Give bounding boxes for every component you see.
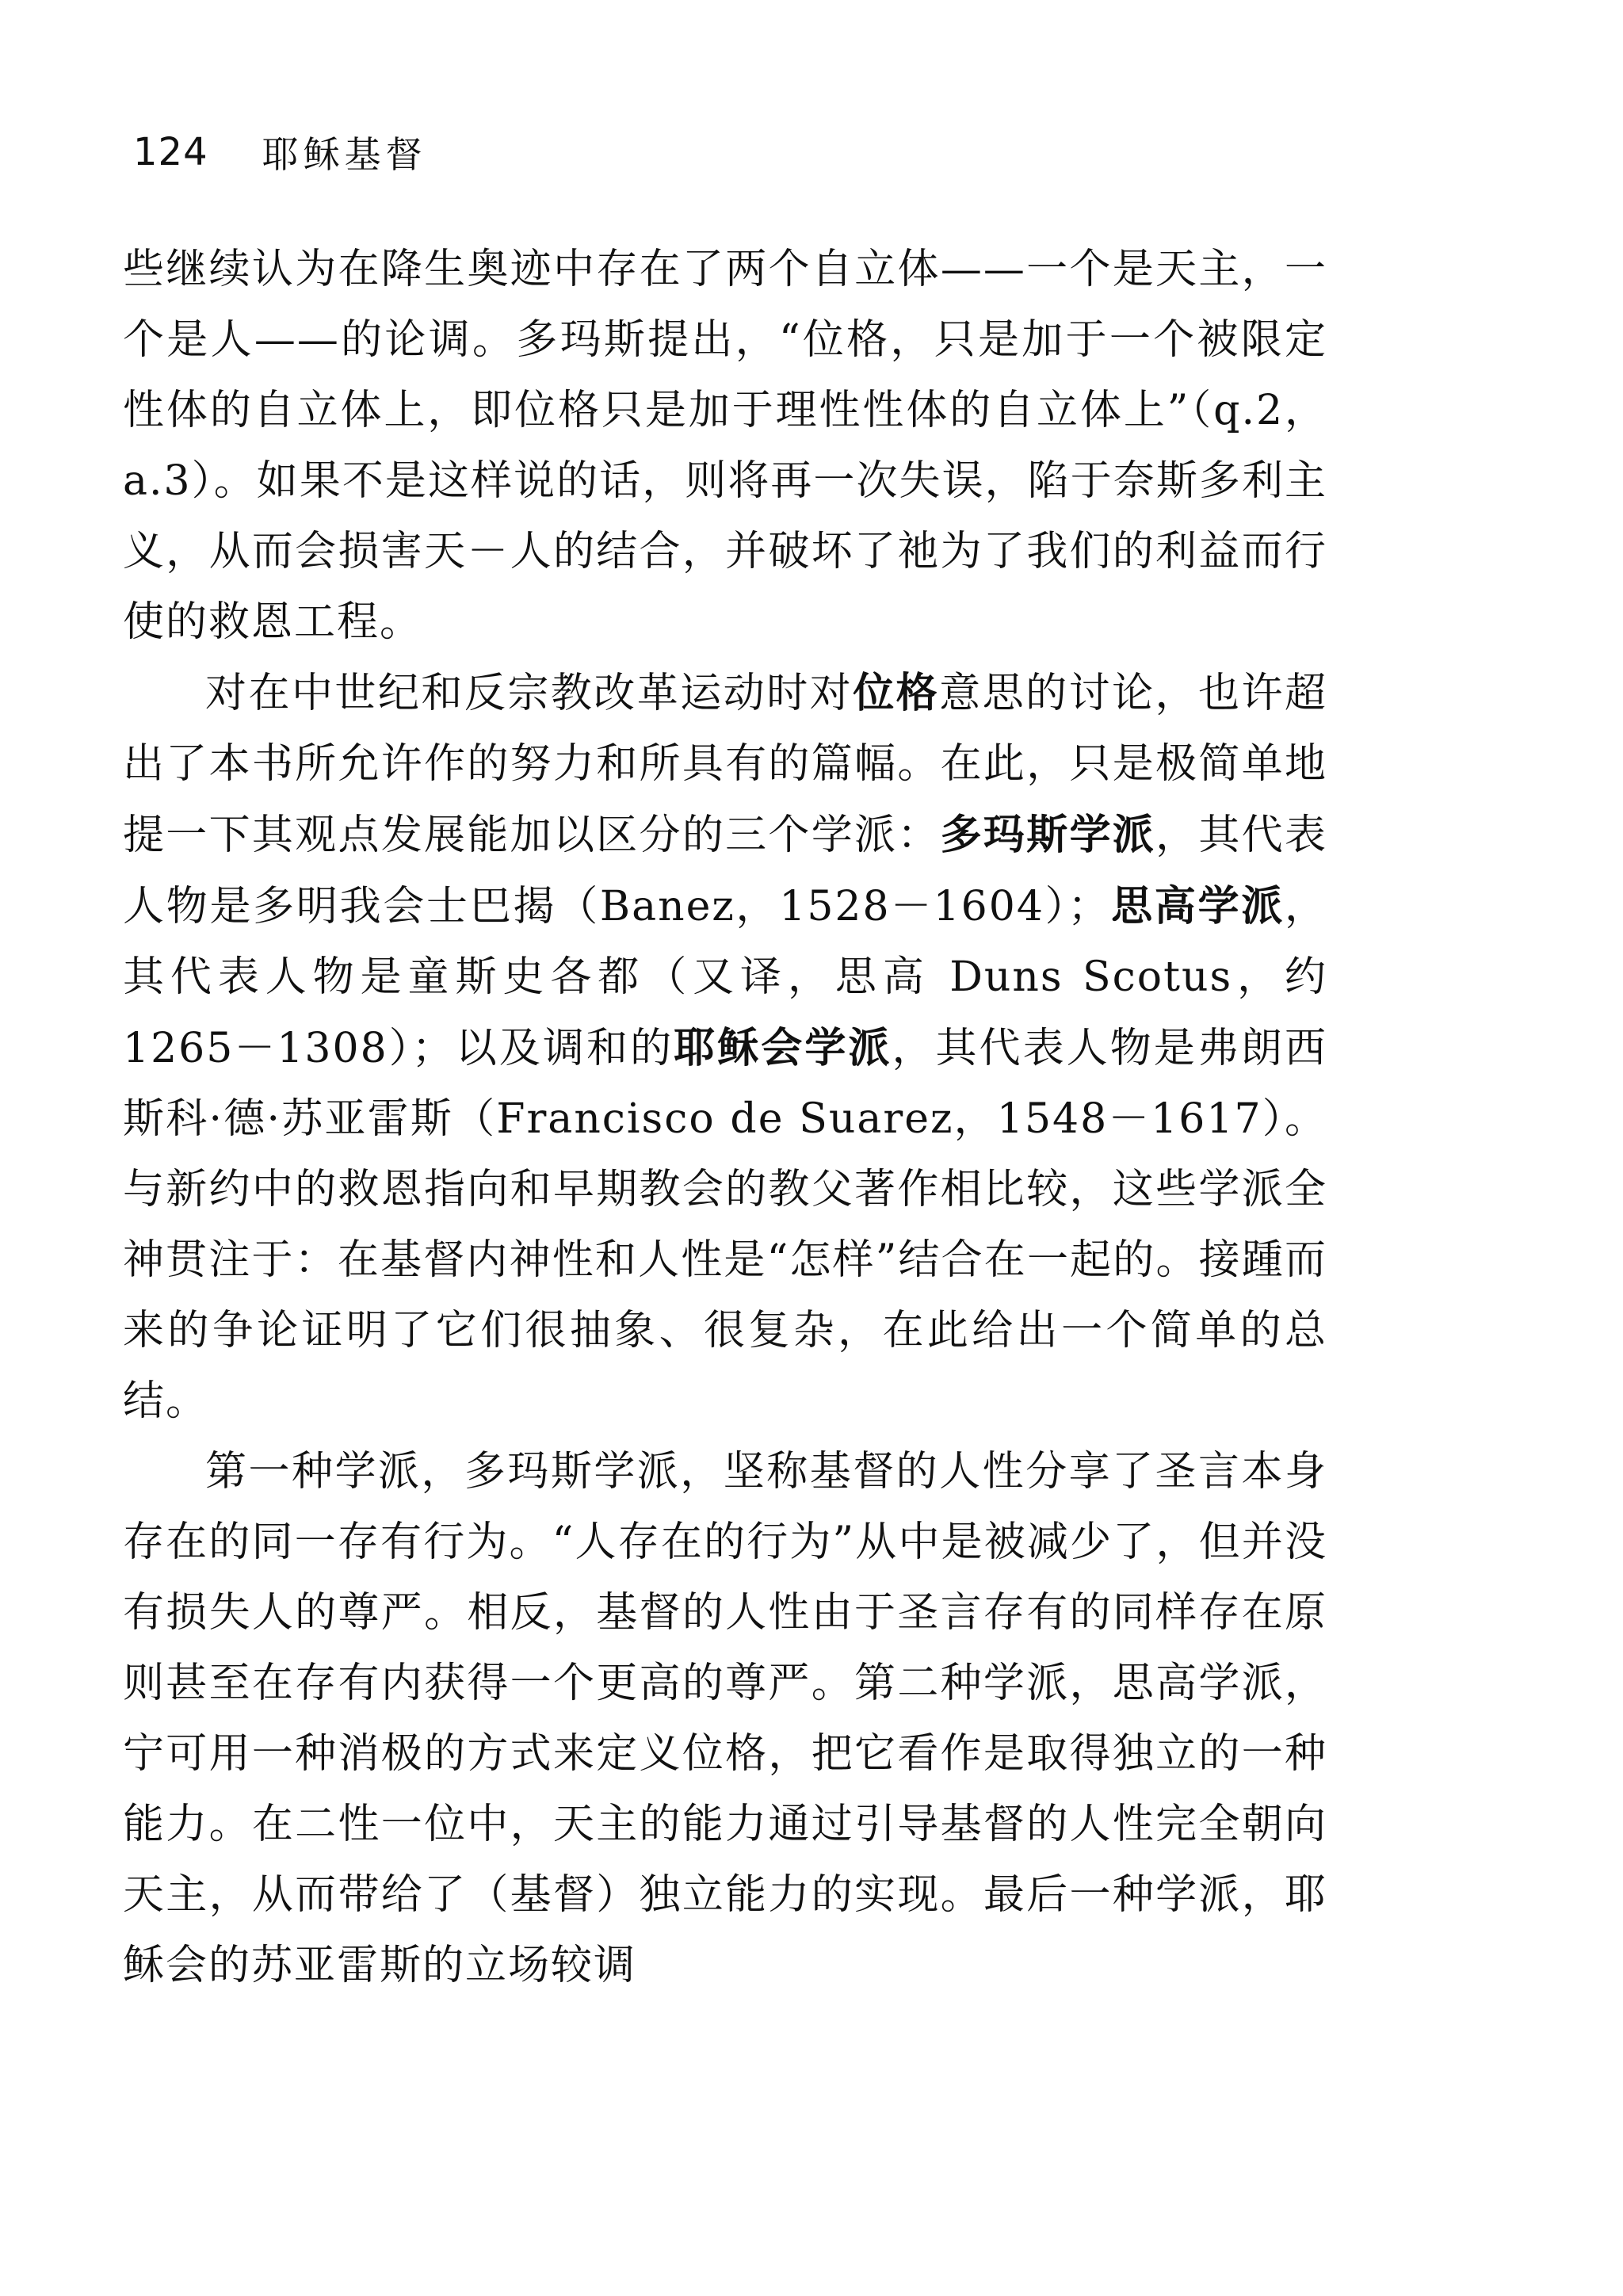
paragraph-2 [123, 658, 1327, 1437]
paragraph-3: 第一种学派，多玛斯学派，坚称基督的人性分享了圣言本身存在的同一存有行为。“人存在的行为”从中是被减少了，但并没有损失人的尊严。相反，基督的人性由于圣言存有的同样存在原则甚至在存有内获得一个更高的尊严。第二种学派，思高学派，宁可用一种消极的方式来定义位格，把它看作是取得独立的一种能力。在二性一位中，天主的能力通过引导基督的人性完全朝向天主，从而带给了（基督）独立能力的实现。最后一种学派，耶稣会的苏亚雷斯的立场较调 [123, 1448, 1327, 1989]
text-segment: 意思的讨论，也许超出了本书所允许作的努力和所具有的篇幅。在此，只是极简单地提一下其观点发展能加以区分的三个学派： [123, 670, 1327, 859]
bold-term-scotist-school: 思高学派 [1110, 882, 1285, 930]
text-segment: 对在中世纪和反宗教改革运动时对 [205, 670, 854, 717]
paragraph-1: 些继续认为在降生奥迹中存在了两个自立体——一个是天主，一个是人——的论调。多玛斯提出，“位格，只是加于一个被限定性体的自立体上，即位格只是加于理性性体的自立体上”（q.2，a.3）。如果不是这样说的话，则将再一次失误，陷于奈斯多利主义，从而会损害天－人的结合，并破坏了祂为了我们的利益而行使的救恩工程。 [123, 246, 1327, 646]
text-segment: ，其代表人物是童斯史各都（又译，思高 Duns Scotus，约1265－1308）；以及调和的 [123, 883, 1327, 1072]
text-segment: ，其代表人物是多明我会士巴揭（Banez，1528－1604）； [123, 812, 1327, 930]
page-number: 124 [133, 130, 208, 174]
main-text [123, 235, 1327, 2001]
bold-term-thomist-school: 多玛斯学派 [940, 811, 1156, 859]
running-title: 耶稣基督 [262, 133, 427, 176]
text-segment: ，其代表人物是弗朗西斯科·德·苏亚雷斯（Francisco de Suarez，1548－1617）。与新约中的救恩指向和早期教会的教父著作相比较，这些学派全神贯注于：在基督内神性和人性是“怎样”结合在一起的。接踵而来的争论证明了它们很抽象、很复杂，在此给出一个简单的总结。 [123, 1025, 1327, 1425]
page-header [133, 120, 427, 184]
bold-term-hypostasis: 位格 [853, 669, 940, 717]
bold-term-jesuit-school: 耶稣会学派 [674, 1024, 892, 1072]
